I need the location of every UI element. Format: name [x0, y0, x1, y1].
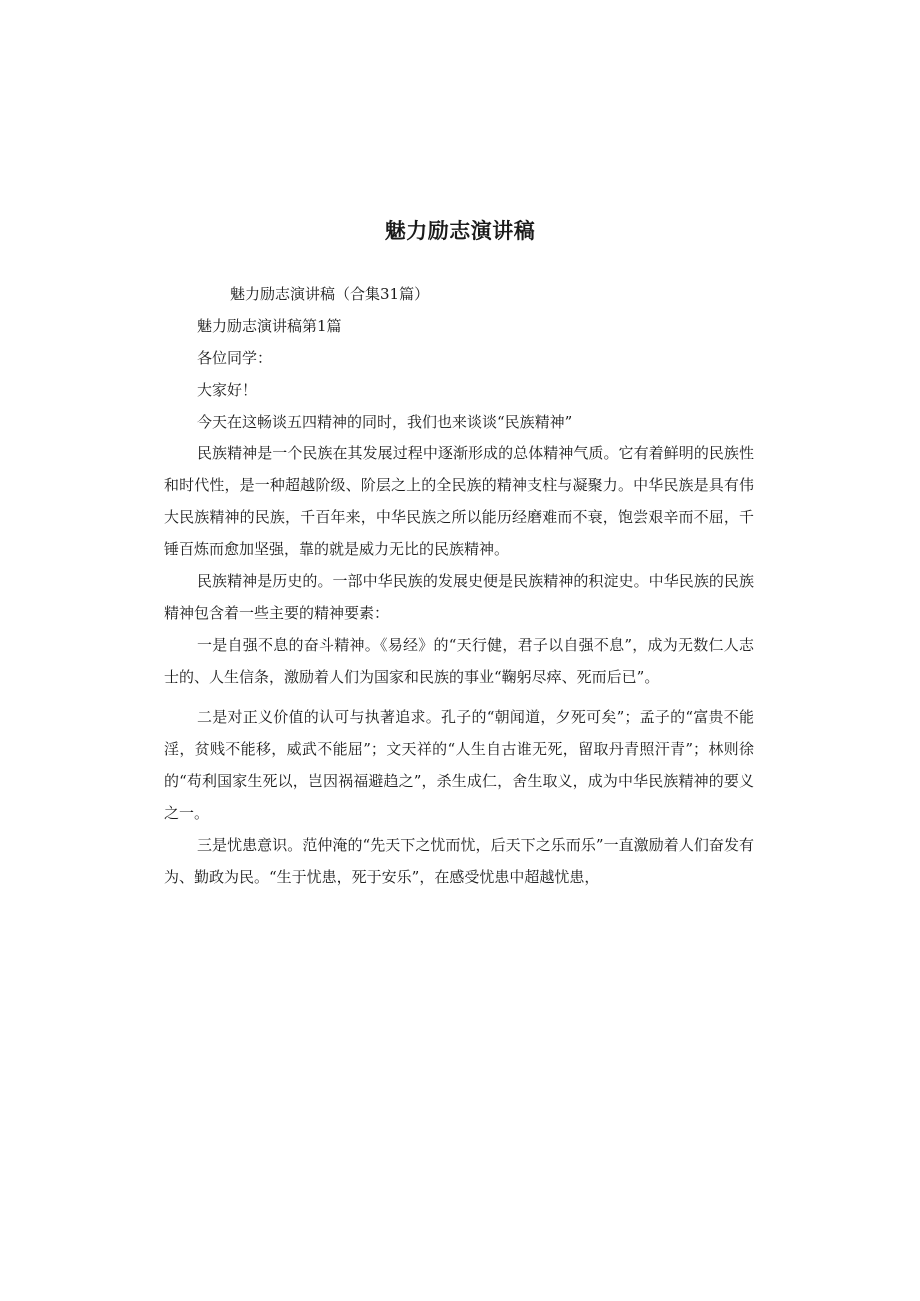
page-title: 魅力励志演讲稿: [384, 219, 536, 243]
intro-line: 今天在这畅谈五四精神的同时，我们也来谈谈“民族精神”: [197, 413, 573, 431]
document-subtitle: 魅力励志演讲稿（合集31篇）: [230, 285, 430, 303]
body-paragraph: 二是对正义价值的认可与执著追求。孔子的“朝闻道，夕死可矣”；孟子的“富贵不能淫，贫贱不能移，威武不能屈”；文天祥的“人生自古谁无死，留取丹青照汗青”；林则徐的“苟利国家生死以，岂因祸福避趋之”，杀生成仁，舍生取义，成为中华民族精神的要义之一。: [164, 708, 754, 822]
body-paragraph: 民族精神是历史的。一部中华民族的发展史便是民族精神的积淀史。中华民族的民族精神包含着一些主要的精神要素：: [164, 572, 754, 622]
section-heading: 魅力励志演讲稿第1篇: [197, 317, 342, 335]
greeting: 各位同学：: [197, 349, 273, 367]
body-paragraph: 三是忧患意识。范仲淹的“先天下之忧而忧，后天下之乐而乐”一直激励着人们奋发有为、勤政为民。“生于忧患，死于安乐”，在感受忧患中超越忧患，: [164, 836, 754, 886]
body-paragraph: 民族精神是一个民族在其发展过程中逐渐形成的总体精神气质。它有着鲜明的民族性和时代性，是一种超越阶级、阶层之上的全民族的精神支柱与凝聚力。中华民族是具有伟大民族精神的民族，千百年来，中华民族之所以能历经磨难而不衰，饱尝艰辛而不屈，千锤百炼而愈加坚强，靠的就是威力无比的民族精神。: [164, 444, 754, 558]
salutation: 大家好！: [197, 381, 258, 399]
body-paragraph: 一是自强不息的奋斗精神。《易经》的“天行健，君子以自强不息”，成为无数仁人志士的、人生信条，激励着人们为国家和民族的事业“鞠躬尽瘁、死而后已”。: [164, 636, 754, 686]
